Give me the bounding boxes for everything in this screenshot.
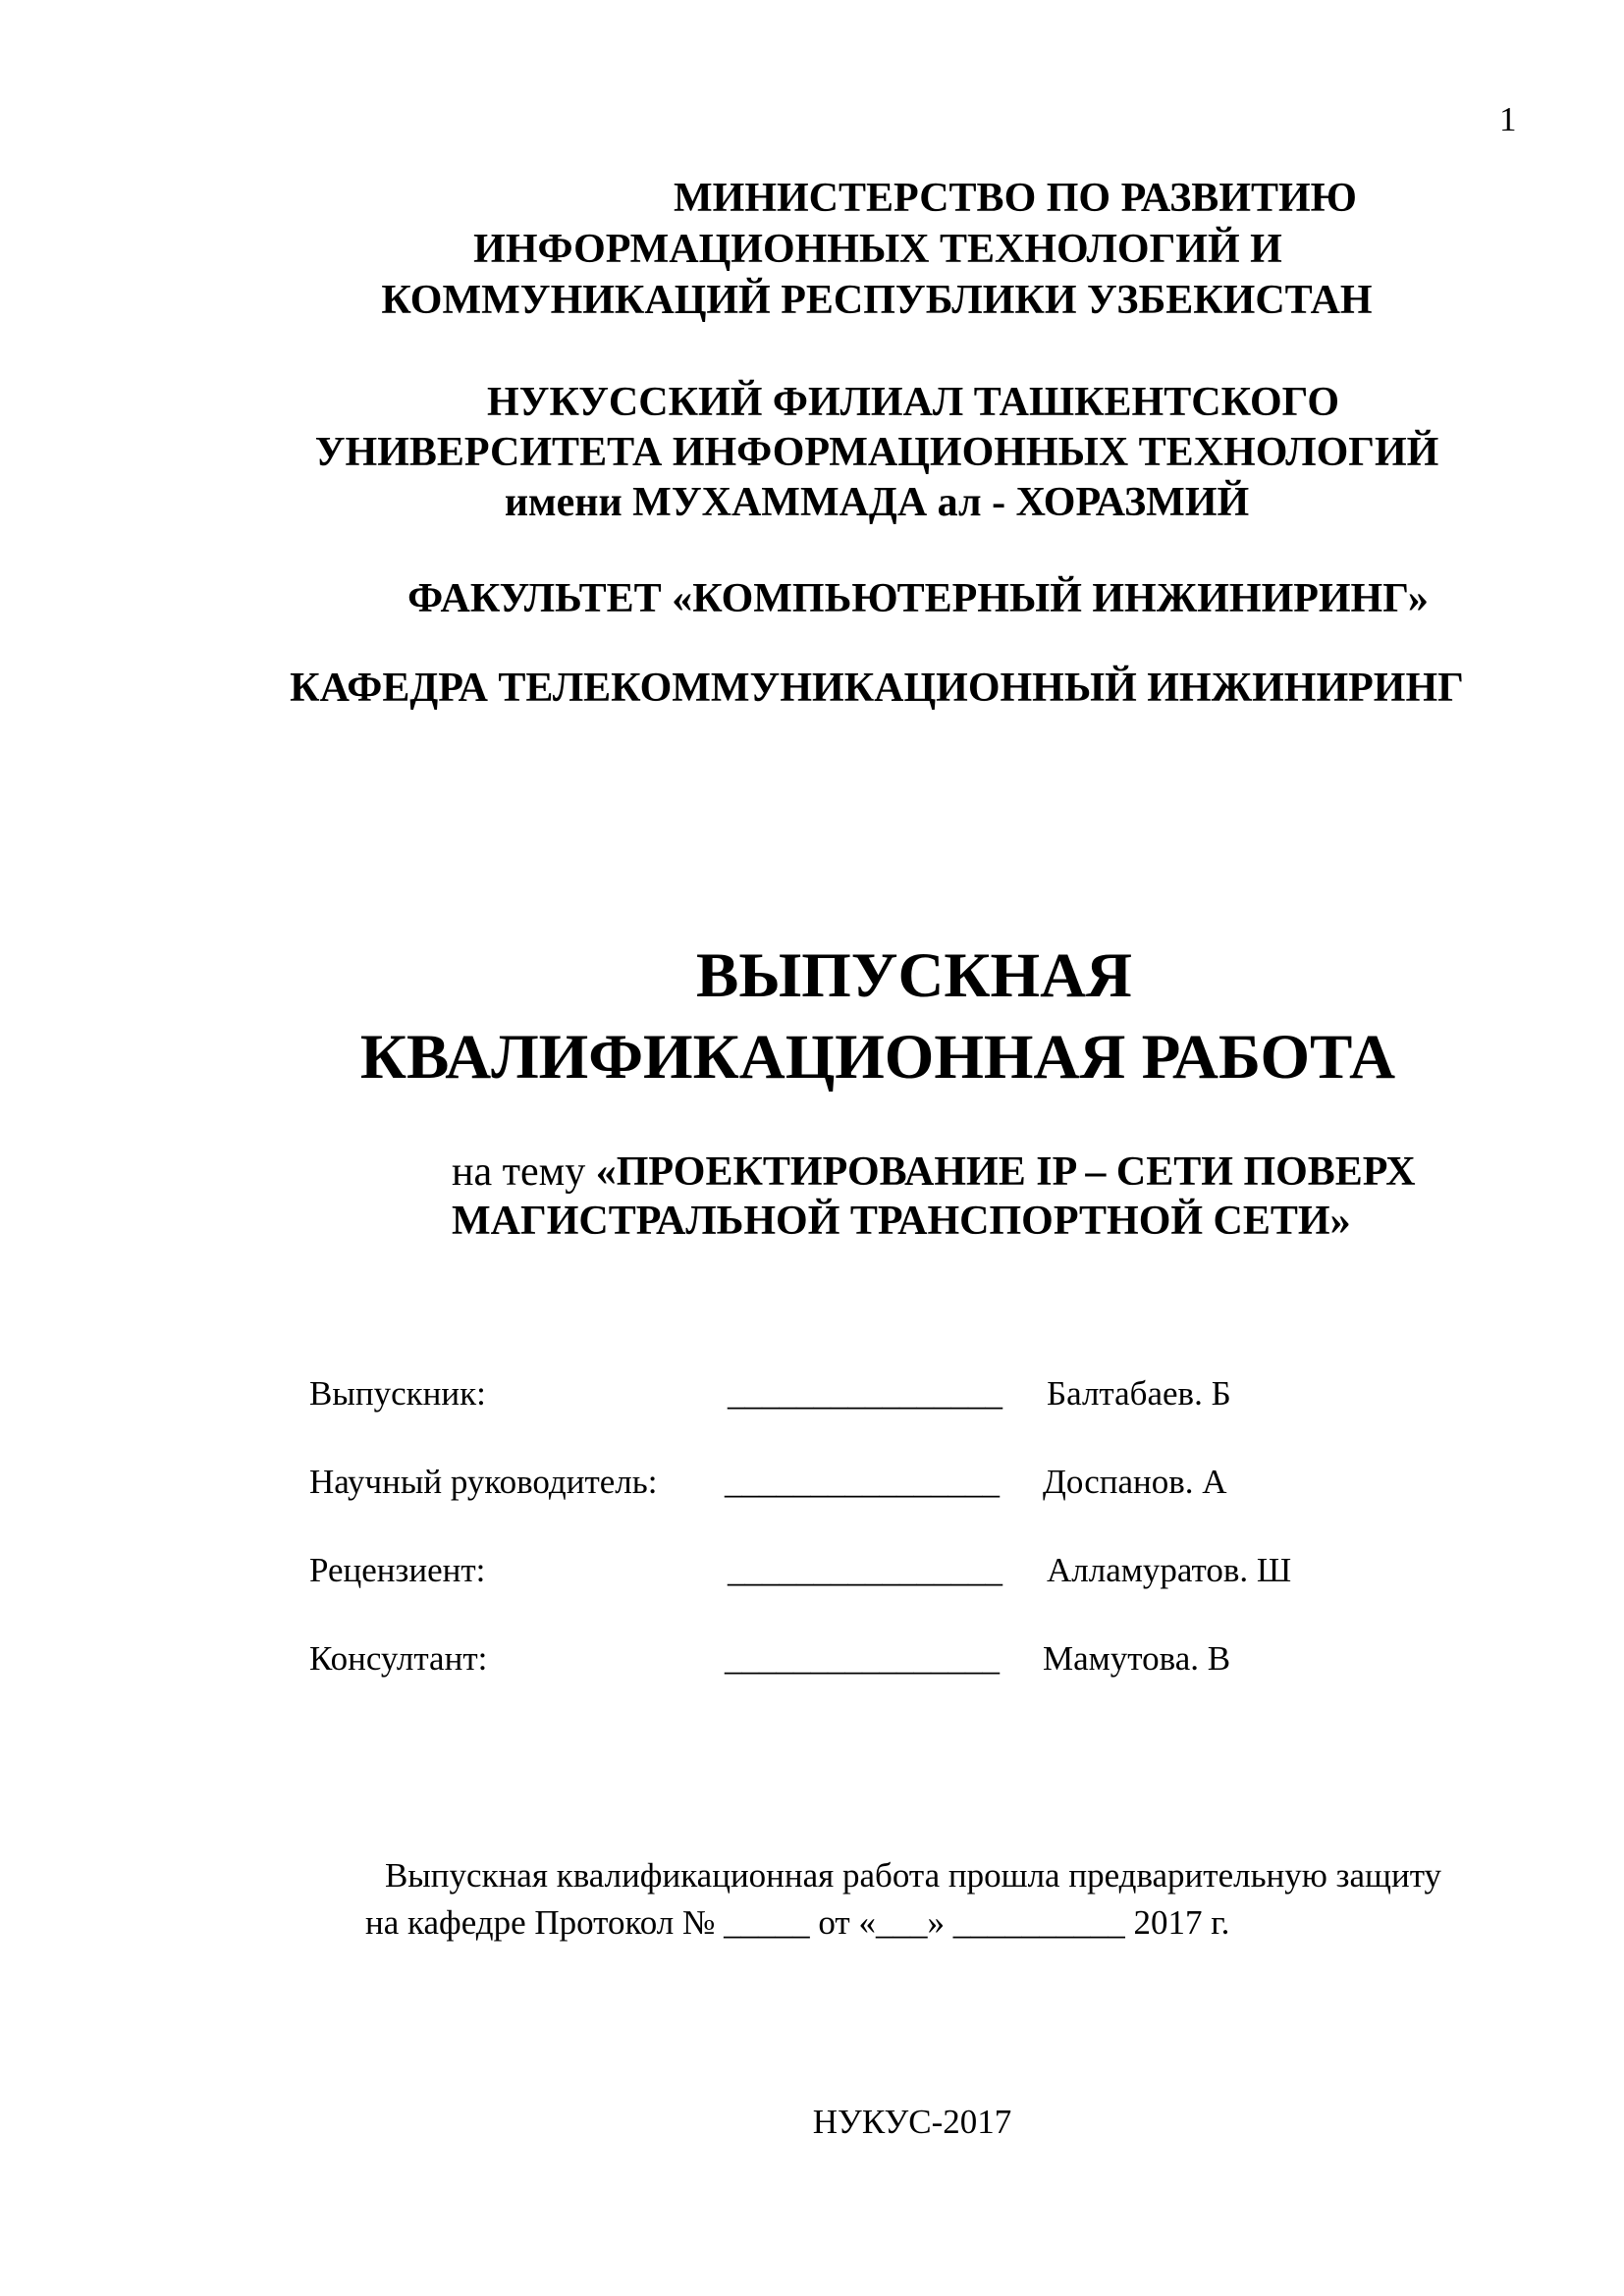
signature-name-reviewer: Алламуратов. Ш [1047, 1551, 1292, 1589]
signature-label-reviewer: Рецензиент: [309, 1551, 486, 1589]
topic-line-1 [452, 1147, 1416, 1198]
signature-label-consultant: Консултант: [309, 1639, 488, 1678]
ministry-line-2: ИНФОРМАЦИОННЫХ ТЕХНОЛОГИЙ И [473, 227, 1282, 272]
signature-line-graduate: ________________ [728, 1374, 1002, 1413]
defense-note-line-2: на кафедре Протокол № _____ от «___» __________ 2017 г. [365, 1903, 1230, 1942]
signature-line-supervisor: ________________ [725, 1463, 1000, 1501]
topic-prefix: на тему [452, 1149, 596, 1195]
faculty-title: ФАКУЛЬТЕТ «КОМПЬЮТЕРНЫЙ ИНЖИНИРИНГ» [407, 576, 1429, 621]
signature-label-graduate: Выпускник: [309, 1374, 486, 1413]
university-line-3: имени МУХАММАДА ал - ХОРАЗМИЙ [504, 480, 1250, 525]
signature-line-reviewer: ________________ [728, 1551, 1002, 1589]
signature-name-supervisor: Доспанов. А [1043, 1463, 1227, 1501]
work-title-line-1: ВЫПУСКНАЯ [696, 940, 1132, 1011]
ministry-line-3: КОММУНИКАЦИЙ РЕСПУБЛИКИ УЗБЕКИСТАН [381, 278, 1373, 323]
page-number: 1 [1499, 100, 1517, 138]
signature-label-supervisor: Научный руководитель: [309, 1463, 658, 1501]
university-line-1: НУКУССКИЙ ФИЛИАЛ ТАШКЕНТСКОГО [487, 380, 1339, 425]
work-title-line-2: КВАЛИФИКАЦИОННАЯ РАБОТА [359, 1022, 1396, 1093]
signature-name-graduate: Балтабаев. Б [1047, 1374, 1231, 1413]
topic-title-part-1: «ПРОЕКТИРОВАНИЕ IP – СЕТИ ПОВЕРХ [595, 1149, 1416, 1195]
city-year-footer: НУКУС-2017 [812, 2103, 1012, 2141]
signature-name-consultant: Мамутова. В [1043, 1639, 1231, 1678]
ministry-line-1: МИНИСТЕРСТВО ПО РАЗВИТИЮ [674, 176, 1357, 221]
university-line-2: УНИВЕРСИТЕТА ИНФОРМАЦИОННЫХ ТЕХНОЛОГИЙ [314, 430, 1439, 475]
topic-line-2: МАГИСТРАЛЬНОЙ ТРАНСПОРТНОЙ СЕТИ» [452, 1199, 1351, 1244]
defense-note-line-1: Выпускная квалификационная работа прошла предварительную защиту [384, 1856, 1442, 1895]
department-title: КАФЕДРА ТЕЛЕКОММУНИКАЦИОННЫЙ ИНЖИНИРИНГ [290, 666, 1464, 711]
signature-line-consultant: ________________ [725, 1639, 1000, 1678]
